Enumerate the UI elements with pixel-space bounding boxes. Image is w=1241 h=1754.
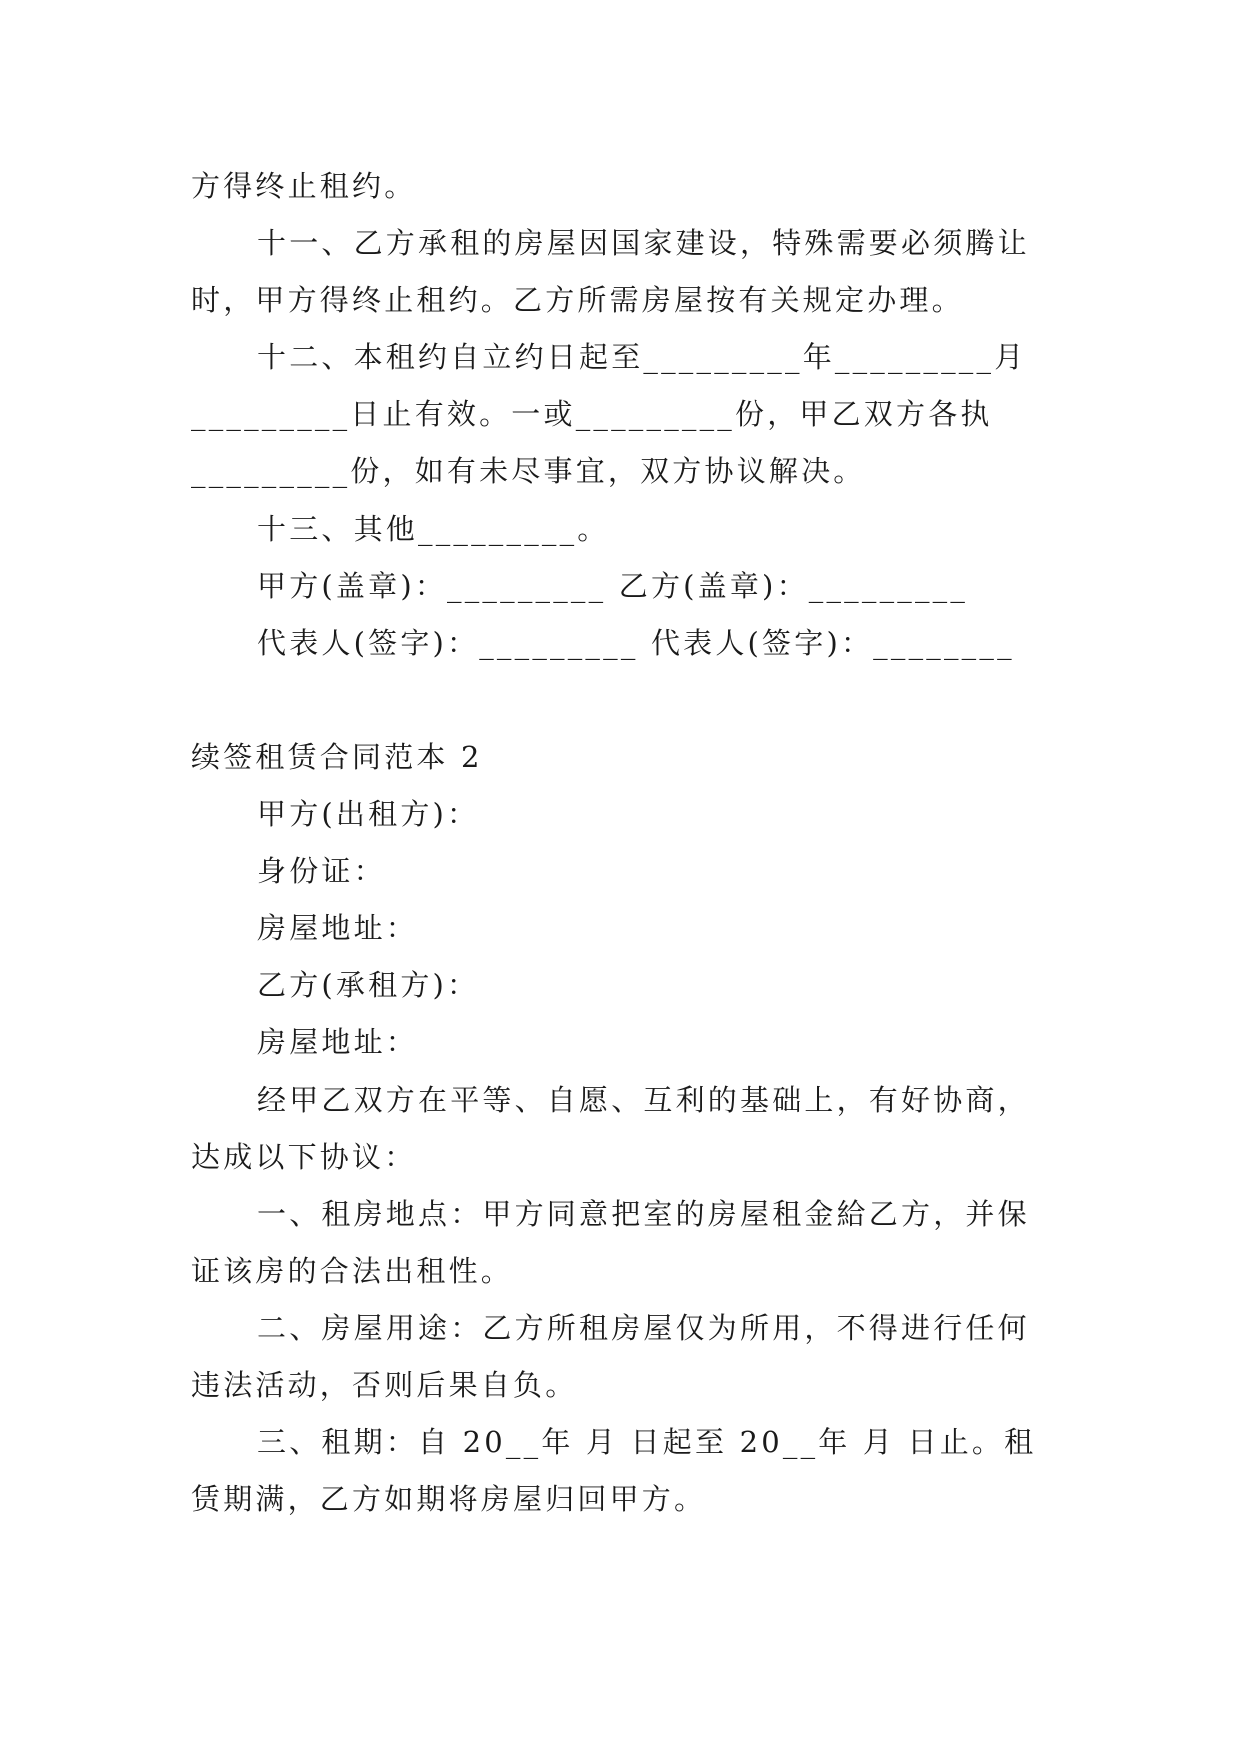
text-line: _________份，如有未尽事宜，双方协议解决。 [191, 454, 866, 488]
clause-2: 二、房屋用途：乙方所租房屋仅为所用，不得进行任何 [257, 1311, 1030, 1345]
house-address-label: 房屋地址： [257, 911, 419, 945]
clause-12: 十二、本租约自立约日起至_________年_________月 [257, 340, 1027, 374]
text-line: 方得终止租约。 [191, 169, 417, 203]
preamble: 经甲乙双方在平等、自愿、互利的基础上，有好协商， [257, 1083, 1030, 1117]
id-card-label: 身份证： [257, 854, 386, 888]
text-line: 证该房的合法出租性。 [191, 1254, 514, 1288]
clause-1: 一、租房地点：甲方同意把室的房屋租金給乙方，并保 [257, 1197, 1030, 1231]
signature-line: 代表人(签字)：_________ 代表人(签字)：________ [257, 626, 1015, 660]
text-line: 时，甲方得终止租约。乙方所需房屋按有关规定办理。 [191, 283, 964, 317]
section-title: 续签租赁合同范本 2 [191, 740, 483, 774]
text-line: 达成以下协议： [191, 1140, 417, 1174]
text-line: 赁期满，乙方如期将房屋归回甲方。 [191, 1482, 707, 1516]
text-line: _________日止有效。一或_________份，甲乙双方各执 [191, 397, 993, 431]
seal-line: 甲方(盖章)：_________ 乙方(盖章)：_________ [257, 569, 969, 603]
house-address-label: 房屋地址： [257, 1025, 419, 1059]
clause-11: 十一、乙方承租的房屋因国家建设，特殊需要必须腾让 [257, 226, 1030, 260]
party-a-label: 甲方(出租方)： [257, 797, 480, 831]
party-b-label: 乙方(承租方)： [257, 968, 480, 1002]
clause-13: 十三、其他_________。 [257, 512, 610, 546]
text-line: 违法活动，否则后果自负。 [191, 1368, 578, 1402]
clause-3: 三、租期：自 20__年 月 日起至 20__年 月 日止。租 [257, 1425, 1037, 1459]
